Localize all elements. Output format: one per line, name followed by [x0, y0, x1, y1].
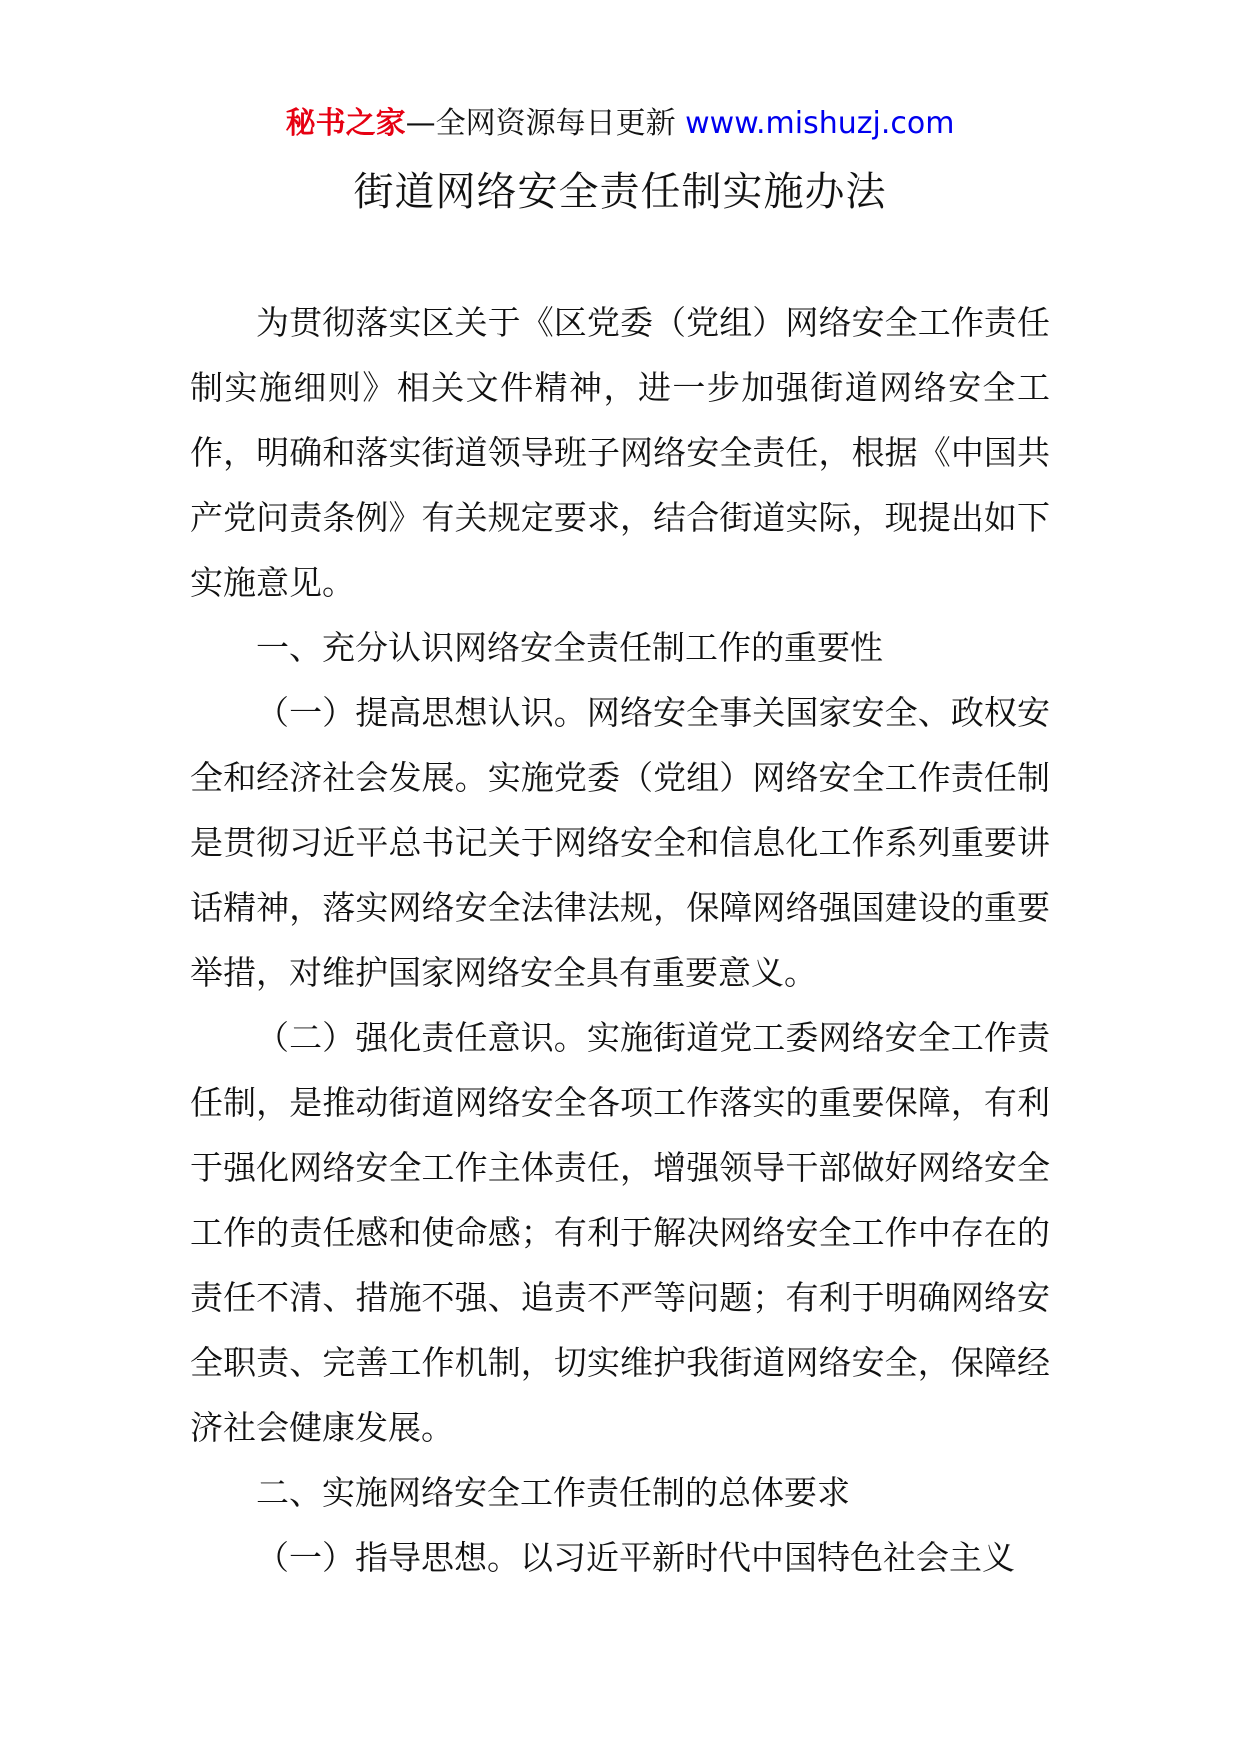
- section-heading-1: 一、充分认识网络安全责任制工作的重要性: [256, 628, 883, 667]
- paragraph-1-1: （一）提高思想认识。网络安全事关国家安全、政权安全和经济社会发展。实施党委（党组）网络安全工作责任制是贯彻习近平总书记关于网络安全和信息化工作系列重要讲话精神，落实网络安全法律法规，保障网络强国建设的重要举措，对维护国家网络安全具有重要意义。: [190, 693, 1050, 992]
- brand-slogan: —全网资源每日更新: [405, 106, 686, 141]
- document-body: [190, 290, 1050, 1590]
- document-title: 街道网络安全责任制实施办法: [353, 169, 887, 215]
- section-heading-2: 二、实施网络安全工作责任制的总体要求: [256, 1473, 850, 1512]
- header-banner: [0, 102, 1240, 146]
- paragraph-2-1: （一）指导思想。以习近平新时代中国特色社会主义: [256, 1538, 1015, 1577]
- site-url-link[interactable]: www.mishuzj.com: [685, 106, 955, 141]
- paragraph-intro: 为贯彻落实区关于《区党委（党组）网络安全工作责任制实施细则》相关文件精神，进一步加强街道网络安全工作，明确和落实街道领导班子网络安全责任，根据《中国共产党问责条例》有关规定要求，结合街道实际，现提出如下实施意见。: [190, 303, 1050, 602]
- brand-name: 秘书之家: [285, 106, 406, 141]
- paragraph-1-2: （二）强化责任意识。实施街道党工委网络安全工作责任制，是推动街道网络安全各项工作落实的重要保障，有利于强化网络安全工作主体责任，增强领导干部做好网络安全工作的责任感和使命感；有利于解决网络安全工作中存在的责任不清、措施不强、追责不严等问题；有利于明确网络安全职责、完善工作机制，切实维护我街道网络安全，保障经济社会健康发展。: [190, 1018, 1050, 1447]
